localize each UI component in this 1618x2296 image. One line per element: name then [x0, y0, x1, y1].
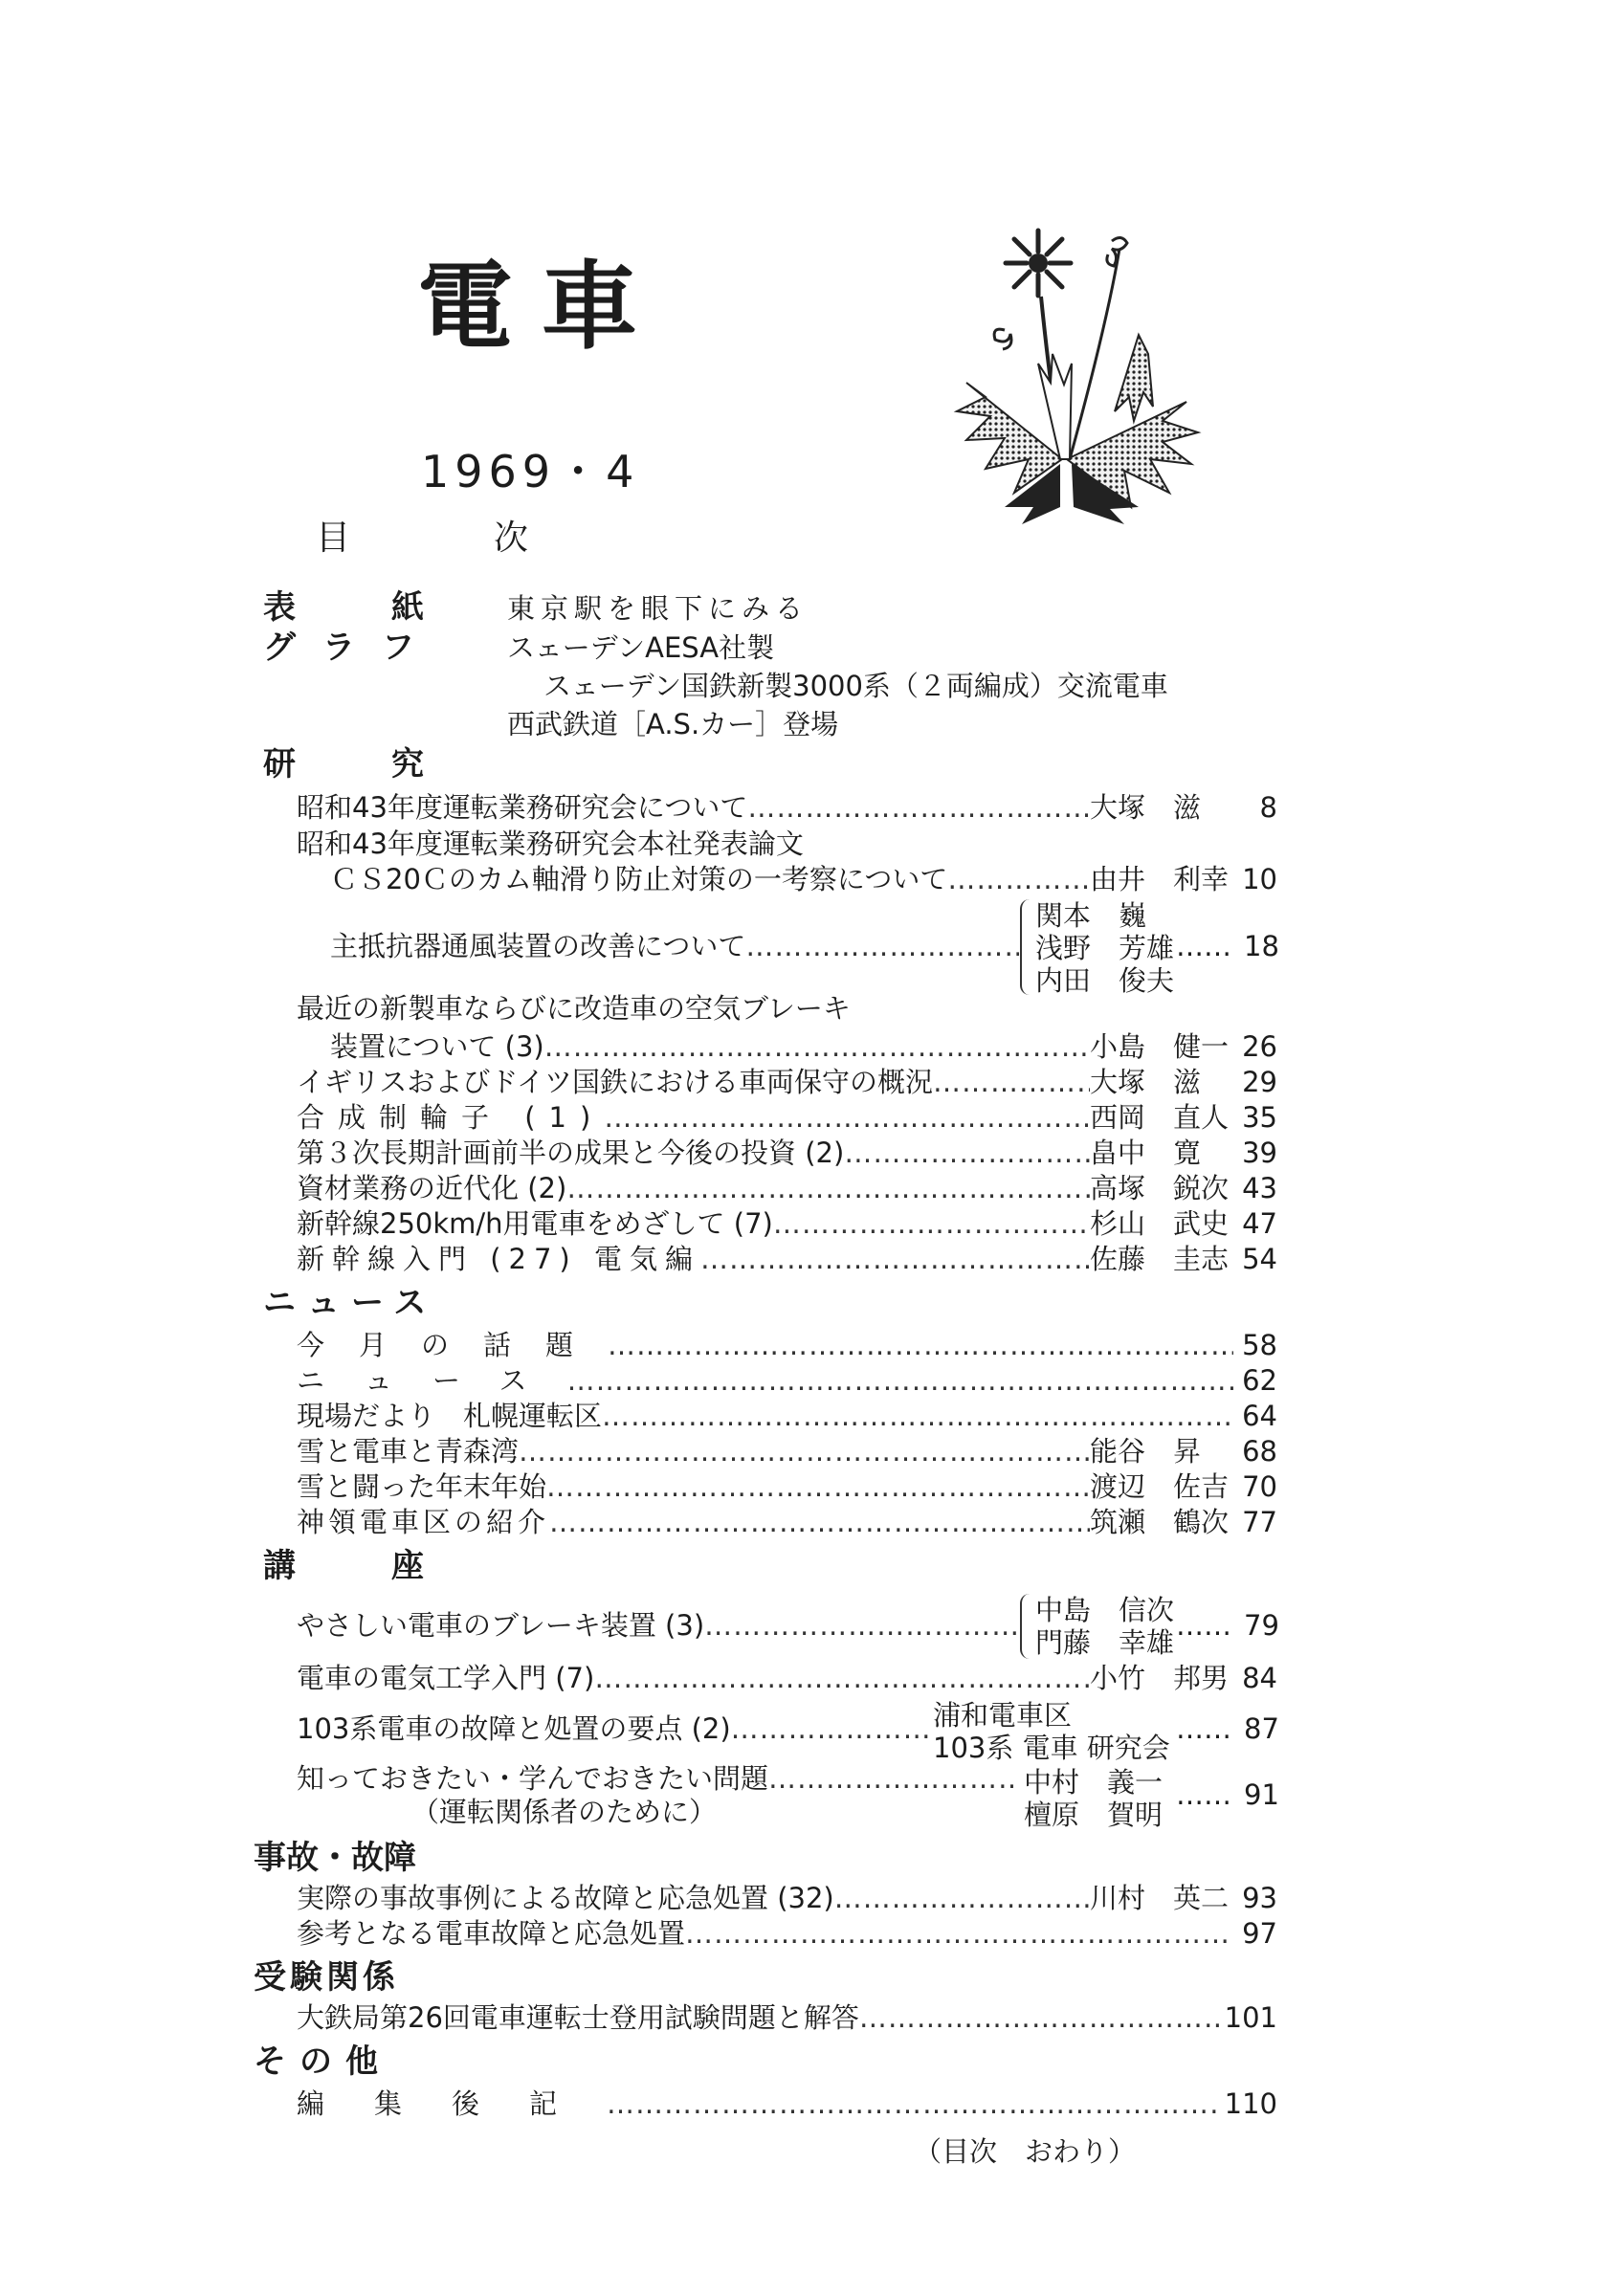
section-label-lecture: 講座	[263, 1547, 520, 1585]
leader-dots	[685, 1920, 1233, 1948]
author-group	[1024, 1766, 1163, 1831]
leader-dots	[933, 1069, 1090, 1096]
toc-entry	[297, 1882, 1277, 1914]
entry-page: 87	[1244, 1712, 1279, 1745]
entry-author: 檀原 賀明	[1024, 1799, 1164, 1831]
entry-title: 雪と電車と青森湾	[297, 1435, 520, 1468]
section-label-accident: 事故・故障	[254, 1839, 416, 1877]
entry-leader-dots: ……	[1176, 1712, 1231, 1745]
entry-title: 装置について (3)	[330, 1030, 544, 1063]
entry-author: 由井 利幸	[1090, 863, 1230, 895]
author-brace	[1020, 899, 1031, 995]
entry-leader-dots: ……	[1176, 1609, 1231, 1642]
entry-title: 103系電車の故障と処置の要点 (2)	[297, 1712, 731, 1745]
entry-author: 川村 英二	[1090, 1882, 1230, 1914]
entry-author: 内田 俊夫	[1035, 964, 1175, 997]
toc-entry	[297, 791, 1277, 824]
toc-entry	[297, 1172, 1277, 1204]
entry-title: 新幹線250km/h用電車をめざして (7)	[297, 1207, 773, 1240]
entry-page: 54	[1242, 1243, 1277, 1275]
entry-author: 大塚 滋	[1090, 791, 1202, 824]
leader-dots	[745, 933, 1019, 960]
entry-author: 小島 健一	[1090, 1030, 1230, 1063]
entry-subtitle: （運転関係者のために）	[411, 1796, 718, 1828]
entry-author: 畠中 寛	[1090, 1137, 1202, 1169]
entry-page: 70	[1242, 1470, 1277, 1503]
leader-dots	[768, 1765, 1019, 1793]
leader-dots	[549, 1509, 1090, 1536]
leader-dots	[704, 1612, 1019, 1640]
toc-entry-title: 最近の新製車ならびに改造車の空気ブレーキ	[297, 992, 851, 1025]
graph-line-1: スェーデンAESA社製	[507, 631, 775, 664]
leader-dots	[602, 1402, 1233, 1430]
entry-title: 実際の事故事例による故障と応急処置 (32)	[297, 1882, 834, 1914]
toc-entry	[297, 1329, 1277, 1361]
section-label-other: その他	[254, 2042, 391, 2081]
entry-page: 29	[1242, 1066, 1277, 1098]
entry-title: 知っておきたい・学んでおきたい問題	[297, 1762, 769, 1795]
toc-entry	[297, 2001, 1277, 2034]
entry-title: 資材業務の近代化 (2)	[297, 1172, 567, 1204]
entry-page: 101	[1224, 2001, 1277, 2034]
leader-dots	[747, 794, 1090, 822]
leader-dots	[947, 866, 1090, 894]
entry-author: 浅野 芳雄	[1035, 932, 1175, 964]
toc-entry	[330, 1030, 1277, 1063]
entry-title: ニュース	[297, 1364, 567, 1397]
toc-entry	[297, 1101, 1277, 1134]
entry-author: 佐藤 圭志	[1090, 1243, 1230, 1275]
entry-page: 58	[1242, 1329, 1277, 1361]
author-group	[1035, 899, 1174, 997]
entry-title: イギリスおよびドイツ国鉄における車両保守の概況	[297, 1066, 933, 1098]
entry-author: 関本 巍	[1035, 899, 1147, 932]
toc-end-note: （目次 おわり）	[914, 2135, 1137, 2168]
leader-dots	[773, 1210, 1090, 1238]
leader-dots	[519, 1438, 1090, 1466]
entry-title: 現場だより 札幌運転区	[297, 1400, 603, 1432]
entry-page: 93	[1242, 1882, 1277, 1914]
entry-title: ＣＳ20Ｃのカム軸滑り防止対策の一考察について	[330, 863, 948, 895]
section-label-news: ニュース	[263, 1284, 438, 1322]
entry-author: 中村 義一	[1024, 1766, 1164, 1799]
entry-title: 電車の電気工学入門 (7)	[297, 1662, 595, 1694]
entry-author: 渡辺 佐吉	[1090, 1470, 1230, 1503]
magazine-title: 電車	[417, 250, 666, 363]
entry-page: 97	[1242, 1917, 1277, 1950]
toc-entry	[297, 1364, 1277, 1397]
entry-author: 門藤 幸雄	[1035, 1626, 1175, 1659]
section-label-research: 研究	[263, 745, 520, 784]
toc-entry	[297, 1917, 1277, 1950]
entry-page: 8	[1259, 791, 1277, 824]
leader-dots	[844, 1139, 1090, 1167]
entry-title: 昭和43年度運転業務研究会について	[297, 791, 748, 824]
leader-dots	[546, 1473, 1090, 1501]
leader-dots	[834, 1885, 1090, 1912]
entry-page: 26	[1242, 1030, 1277, 1063]
cover-label: 表紙	[263, 588, 520, 627]
entry-author: 高塚 鋭次	[1090, 1172, 1230, 1204]
entry-author: 浦和電車区	[933, 1699, 1073, 1732]
toc-entry	[297, 1712, 928, 1745]
entry-page: 110	[1224, 2087, 1277, 2120]
entry-page: 62	[1242, 1364, 1277, 1397]
entry-page: 91	[1244, 1778, 1279, 1811]
entry-title: 参考となる電車故障と応急処置	[297, 1917, 686, 1950]
entry-title: 合成制輪子 (1)	[297, 1101, 605, 1134]
toc-entry	[297, 2087, 1277, 2120]
entry-page: 39	[1242, 1137, 1277, 1169]
entry-author: 筑瀬 鶴次	[1090, 1506, 1230, 1538]
entry-page: 64	[1242, 1400, 1277, 1432]
toc-entry	[297, 1662, 1277, 1694]
entry-author: 西岡 直人	[1090, 1101, 1230, 1134]
entry-author: 小竹 邦男	[1090, 1662, 1230, 1694]
cover-text: 東京駅を眼下にみる	[507, 592, 809, 625]
entry-title: 雪と闘った年末年始	[297, 1470, 547, 1503]
graph-line-2: スェーデン国鉄新製3000系（２両編成）交流電車	[543, 670, 1168, 702]
graph-line-3: 西武鉄道［A.S.カー］登場	[507, 708, 839, 740]
toc-entry	[297, 1139, 1277, 1167]
leader-dots	[594, 1665, 1090, 1692]
toc-heading: 目次	[316, 519, 673, 558]
entry-title: 神領電車区の紹介	[297, 1506, 550, 1538]
issue-date: 1969・4	[421, 446, 640, 497]
toc-entry	[297, 1243, 1277, 1275]
toc-entry-title: 昭和43年度運転業務研究会本社発表論文	[297, 828, 804, 860]
toc-entry	[330, 930, 1019, 962]
leader-dots	[607, 2090, 1220, 2118]
leader-dots	[731, 1715, 928, 1743]
toc-entry	[297, 1207, 1277, 1240]
entry-page: 84	[1242, 1662, 1277, 1694]
leader-dots	[859, 2004, 1220, 2032]
leader-dots	[604, 1104, 1090, 1132]
author-brace	[1020, 1594, 1031, 1659]
leader-dots	[566, 1175, 1090, 1203]
toc-entry	[297, 1470, 1277, 1503]
toc-entry	[297, 1506, 1277, 1538]
toc-entry	[297, 1609, 1019, 1642]
entry-author: 能谷 昇	[1090, 1435, 1202, 1468]
entry-title: 編集後記	[297, 2087, 608, 2120]
entry-author: 中島 信次	[1035, 1594, 1175, 1626]
entry-page: 43	[1242, 1172, 1277, 1204]
entry-leader-dots: ……	[1176, 930, 1231, 962]
entry-title: 第３次長期計画前半の成果と今後の投資 (2)	[297, 1137, 845, 1169]
toc-entry	[297, 1435, 1277, 1468]
graph-label: グラフ	[263, 629, 441, 667]
entry-page: 18	[1244, 930, 1279, 962]
toc-entry	[297, 1066, 1277, 1098]
entry-page: 77	[1242, 1506, 1277, 1538]
entry-title: 今月の話題	[297, 1329, 609, 1361]
entry-page: 10	[1242, 863, 1277, 895]
entry-page: 68	[1242, 1435, 1277, 1468]
entry-author: 103系 電車 研究会	[933, 1732, 1170, 1764]
entry-title: 大鉄局第26回電車運転士登用試験問題と解答	[297, 2001, 859, 2034]
author-group	[933, 1699, 1170, 1764]
entry-title: やさしい電車のブレーキ装置 (3)	[297, 1609, 705, 1642]
entry-page: 35	[1242, 1101, 1277, 1134]
dandelion-illustration	[947, 220, 1206, 526]
entry-author: 杉山 武史	[1090, 1207, 1230, 1240]
toc-entry	[297, 1402, 1277, 1430]
entry-leader-dots: ……	[1176, 1778, 1231, 1811]
entry-page: 79	[1244, 1609, 1279, 1642]
author-group	[1035, 1594, 1174, 1659]
entry-page: 47	[1242, 1207, 1277, 1240]
entry-title: 主抵抗器通風装置の改善について	[330, 930, 746, 962]
leader-dots	[608, 1332, 1233, 1359]
leader-dots	[544, 1033, 1090, 1061]
toc-entry	[297, 1762, 1019, 1795]
entry-title: 新幹線入門 (27) 電気編	[297, 1243, 700, 1275]
entry-author: 大塚 滋	[1090, 1066, 1202, 1098]
section-label-exam: 受験関係	[254, 1958, 399, 1997]
toc-entry	[330, 863, 1277, 895]
leader-dots	[567, 1367, 1233, 1395]
leader-dots	[700, 1246, 1090, 1273]
